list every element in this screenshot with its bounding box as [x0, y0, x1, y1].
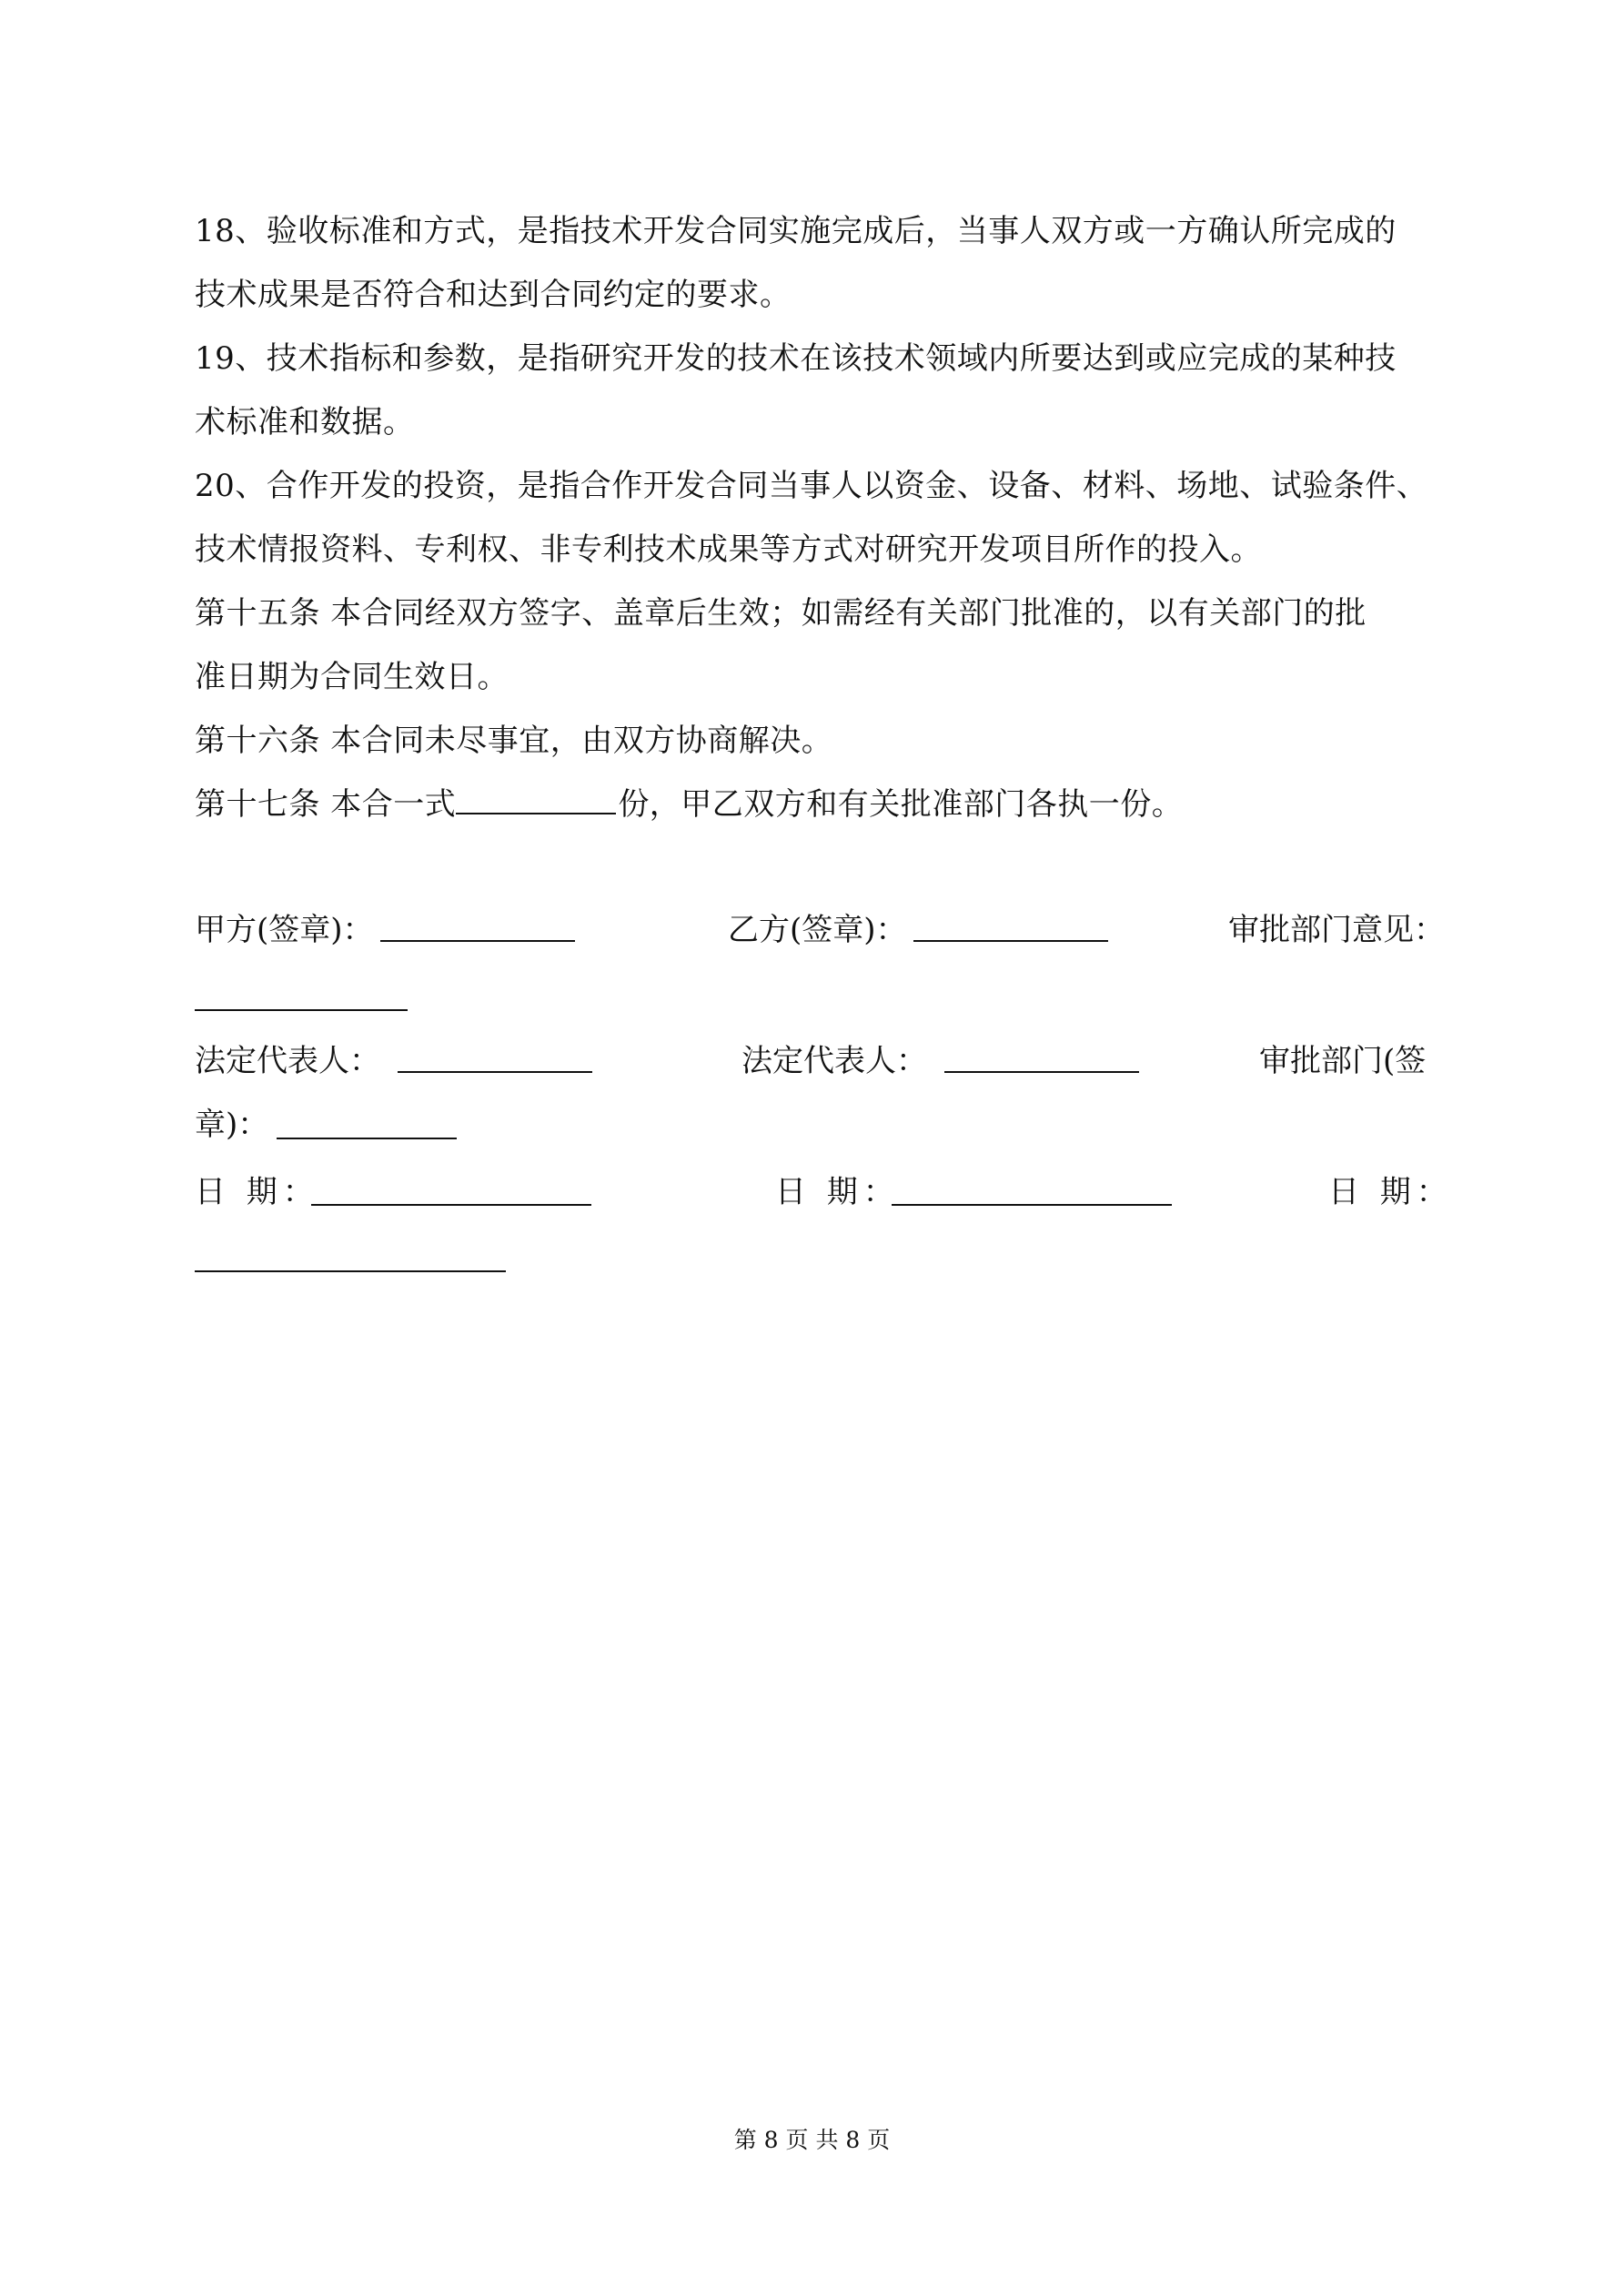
date-c-label: 日 期： [1328, 1174, 1453, 1210]
approval-opinion-blank[interactable] [195, 1009, 408, 1011]
clause-20-line-2: 技术情报资料、专利权、非专利技术成果等方式对研究开发项目所作的投入。 [195, 531, 1262, 568]
date-b-label: 日 期： [775, 1174, 900, 1210]
date-a-label: 日 期： [195, 1174, 319, 1210]
party-b-rep-label: 法定代表人： [741, 1043, 927, 1079]
approval-seal-label-part2: 章)： [195, 1107, 269, 1143]
article-16: 第十六条 本合同未尽事宜，由双方协商解决。 [195, 723, 833, 759]
article-15-line-2: 准日期为合同生效日。 [195, 659, 509, 695]
clause-19-line-2: 术标准和数据。 [195, 404, 415, 440]
date-a-blank[interactable] [311, 1204, 591, 1206]
date-c-blank[interactable] [195, 1270, 506, 1272]
clause-18-line-1: 18、验收标准和方式，是指技术开发合同实施完成后，当事人双方或一方确认所完成的 [195, 213, 1397, 249]
party-a-seal-label: 甲方(签章)： [195, 912, 374, 948]
party-b-seal-blank[interactable] [913, 940, 1108, 942]
party-b-seal-label: 乙方(签章)： [728, 912, 907, 948]
party-b-rep-blank[interactable] [944, 1071, 1139, 1073]
article-15-line-1: 第十五条 本合同经双方签字、盖章后生效；如需经有关部门批准的，以有关部门的批 [195, 595, 1367, 632]
clause-19-line-1: 19、技术指标和参数，是指研究开发的技术在该技术领域内所要达到或应完成的某种技 [195, 340, 1397, 377]
article-17-prefix: 第十七条 本合一式 [195, 786, 457, 823]
approval-opinion-label: 审批部门意见： [1228, 912, 1445, 948]
party-a-seal-blank[interactable] [380, 940, 575, 942]
party-a-rep-blank[interactable] [398, 1071, 592, 1073]
article-17-suffix: 份，甲乙双方和有关批准部门各执一份。 [618, 786, 1184, 823]
approval-seal-label-part1: 审批部门(签 [1259, 1043, 1427, 1079]
date-b-blank[interactable] [892, 1204, 1172, 1206]
article-17 [195, 773, 1183, 836]
page-number: 第 8 页 共 8 页 [733, 2127, 891, 2153]
party-a-rep-label: 法定代表人： [195, 1043, 380, 1079]
copies-count-blank[interactable] [456, 785, 616, 814]
clause-18-line-2: 技术成果是否符合和达到合同约定的要求。 [195, 277, 792, 313]
approval-seal-blank[interactable] [277, 1138, 457, 1139]
clause-20-line-1: 20、合作开发的投资，是指合作开发合同当事人以资金、设备、材料、场地、试验条件、 [195, 468, 1428, 504]
